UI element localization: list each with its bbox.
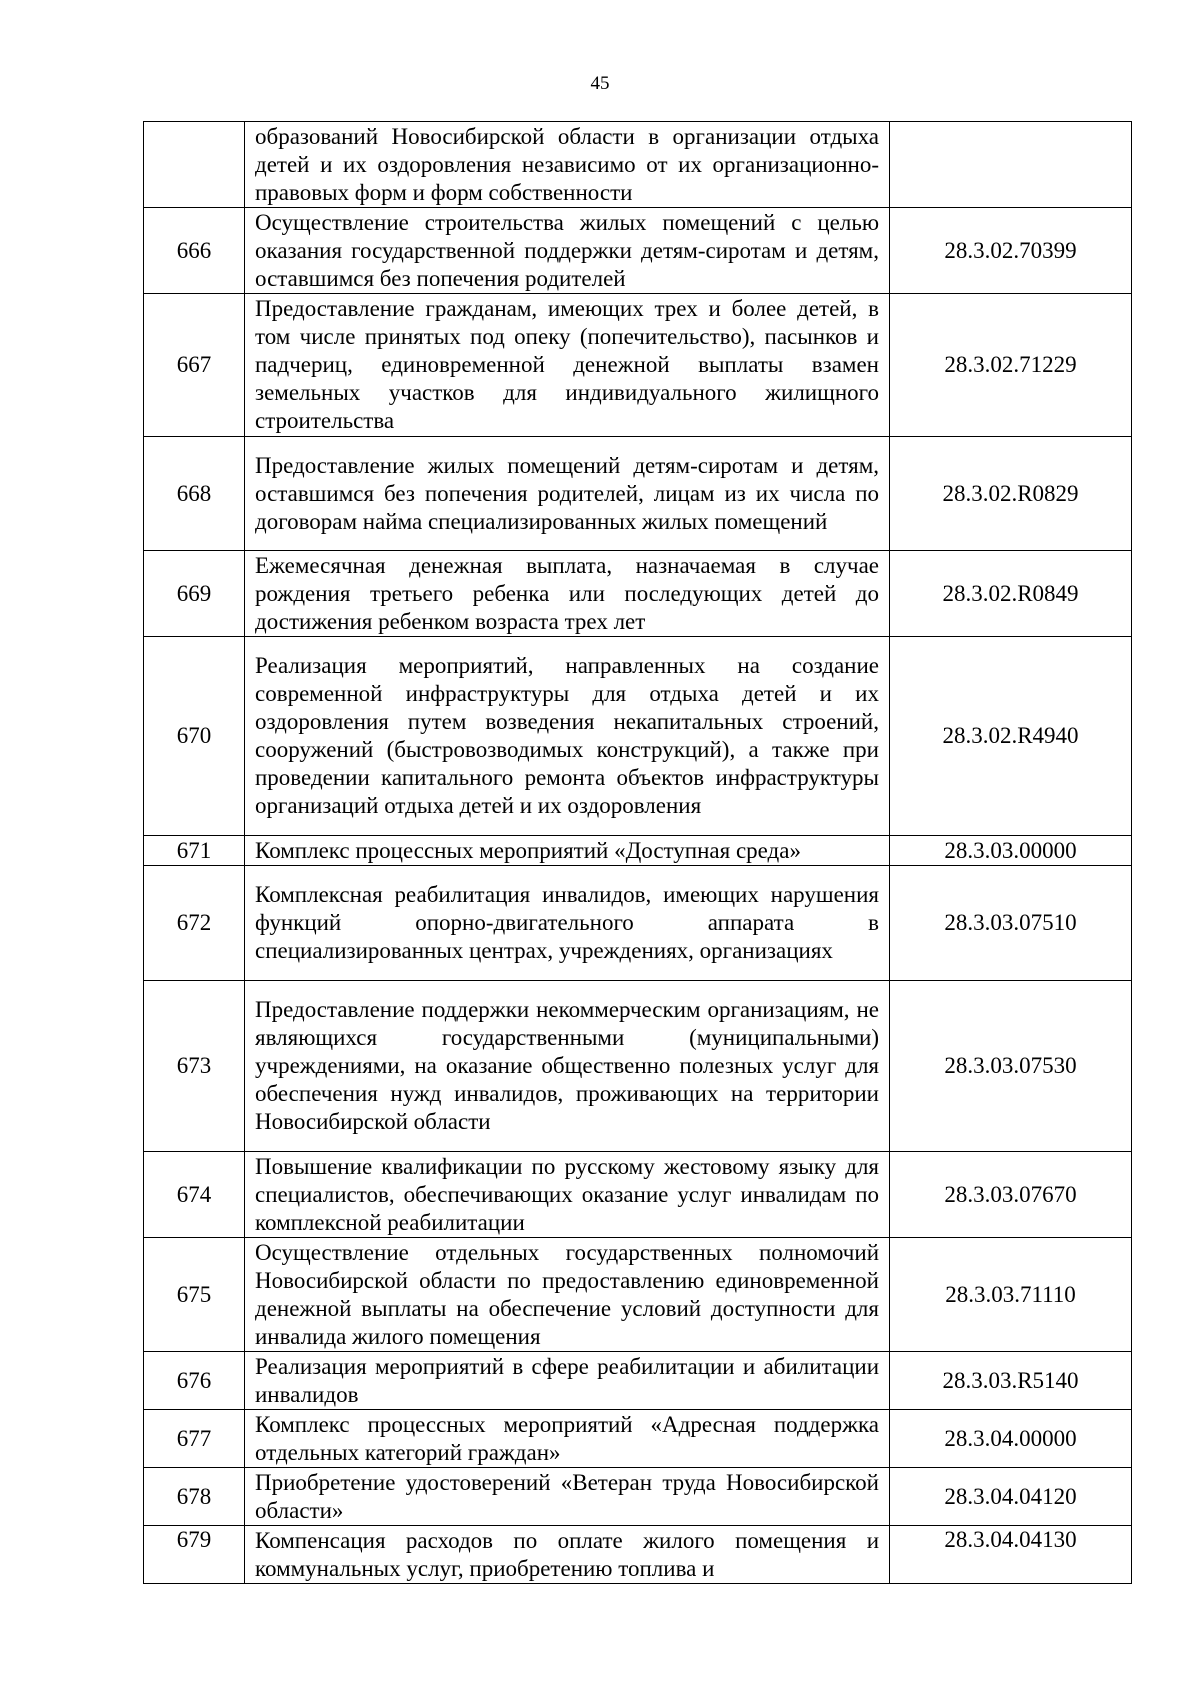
budget-code-table: [143, 121, 1132, 1584]
table-row: [144, 1152, 1132, 1238]
row-number: [144, 122, 245, 208]
row-number: 673: [144, 981, 245, 1152]
row-code: 28.3.03.07670: [890, 1152, 1132, 1238]
row-code: 28.3.04.04130: [890, 1526, 1132, 1584]
row-description: Комплекс процессных мероприятий «Доступная среда»: [245, 836, 890, 866]
table-row: [144, 437, 1132, 551]
row-description: Предоставление гражданам, имеющих трех и более детей, в том числе принятых под опеку (попечительство), пасынков и падчериц, единовременной денежной выплаты взамен земельных участков для индивидуального жилищного строительства: [245, 294, 890, 437]
row-description: Реализация мероприятий, направленных на создание современной инфраструктуры для отдыха детей и их оздоровления путем возведения некапитальных строений, сооружений (быстровозводимых конструкций), а также при проведении капитального ремонта объектов инфраструктуры организаций отдыха детей и их оздоровления: [245, 637, 890, 836]
table-row: [144, 1526, 1132, 1584]
page-number: 45: [590, 73, 610, 94]
row-number: 671: [144, 836, 245, 866]
row-number: 666: [144, 208, 245, 294]
table-row: [144, 1410, 1132, 1468]
row-description: Комплексная реабилитация инвалидов, имеющих нарушения функций опорно-двигательного аппарата в специализированных центрах, учреждениях, организациях: [245, 866, 890, 981]
row-code: 28.3.02.70399: [890, 208, 1132, 294]
row-code: 28.3.02.71229: [890, 294, 1132, 437]
table-row: [144, 208, 1132, 294]
row-number: 668: [144, 437, 245, 551]
row-description: Осуществление строительства жилых помещений с целью оказания государственной поддержки детям-сиротам и детям, оставшимся без попечения родителей: [245, 208, 890, 294]
table-row: [144, 1352, 1132, 1410]
row-number: 679: [144, 1526, 245, 1584]
row-code: 28.3.03.00000: [890, 836, 1132, 866]
row-description: Комплекс процессных мероприятий «Адресная поддержка отдельных категорий граждан»: [245, 1410, 890, 1468]
row-description: Приобретение удостоверений «Ветеран труда Новосибирской области»: [245, 1468, 890, 1526]
row-description: Ежемесячная денежная выплата, назначаемая в случае рождения третьего ребенка или последующих детей до достижения ребенком возраста трех лет: [245, 551, 890, 637]
row-code: 28.3.04.04120: [890, 1468, 1132, 1526]
row-description: Осуществление отдельных государственных полномочий Новосибирской области по предоставлению единовременной денежной выплаты на обеспечение условий доступности для инвалида жилого помещения: [245, 1238, 890, 1352]
row-code: 28.3.02.R4940: [890, 637, 1132, 836]
row-code: 28.3.04.00000: [890, 1410, 1132, 1468]
row-code: 28.3.03.07510: [890, 866, 1132, 981]
table-row: [144, 866, 1132, 981]
row-code: 28.3.03.R5140: [890, 1352, 1132, 1410]
row-number: 672: [144, 866, 245, 981]
table-row: [144, 836, 1132, 866]
table-row: [144, 1238, 1132, 1352]
table-row: [144, 981, 1132, 1152]
table-row: [144, 1468, 1132, 1526]
row-description: Предоставление жилых помещений детям-сиротам и детям, оставшимся без попечения родителей, лицам из их числа по договорам найма специализированных жилых помещений: [245, 437, 890, 551]
row-code: [890, 122, 1132, 208]
table-row: [144, 122, 1132, 208]
table-row: [144, 551, 1132, 637]
row-description: образований Новосибирской области в организации отдыха детей и их оздоровления независимо от их организационно-правовых форм и форм собственности: [245, 122, 890, 208]
row-number: 675: [144, 1238, 245, 1352]
row-number: 674: [144, 1152, 245, 1238]
row-number: 670: [144, 637, 245, 836]
row-description: Предоставление поддержки некоммерческим организациям, не являющихся государственными (муниципальными) учреждениями, на оказание общественно полезных услуг для обеспечения нужд инвалидов, проживающих на территории Новосибирской области: [245, 981, 890, 1152]
row-description: Компенсация расходов по оплате жилого помещения и коммунальных услуг, приобретению топлива и: [245, 1526, 890, 1584]
table-row: [144, 294, 1132, 437]
row-code: 28.3.02.R0829: [890, 437, 1132, 551]
row-number: 678: [144, 1468, 245, 1526]
row-number: 676: [144, 1352, 245, 1410]
row-number: 667: [144, 294, 245, 437]
row-code: 28.3.03.07530: [890, 981, 1132, 1152]
row-code: 28.3.03.71110: [890, 1238, 1132, 1352]
row-description: Реализация мероприятий в сфере реабилитации и абилитации инвалидов: [245, 1352, 890, 1410]
table-row: [144, 637, 1132, 836]
row-code: 28.3.02.R0849: [890, 551, 1132, 637]
row-number: 669: [144, 551, 245, 637]
row-description: Повышение квалификации по русскому жестовому языку для специалистов, обеспечивающих оказание услуг инвалидам по комплексной реабилитации: [245, 1152, 890, 1238]
row-number: 677: [144, 1410, 245, 1468]
